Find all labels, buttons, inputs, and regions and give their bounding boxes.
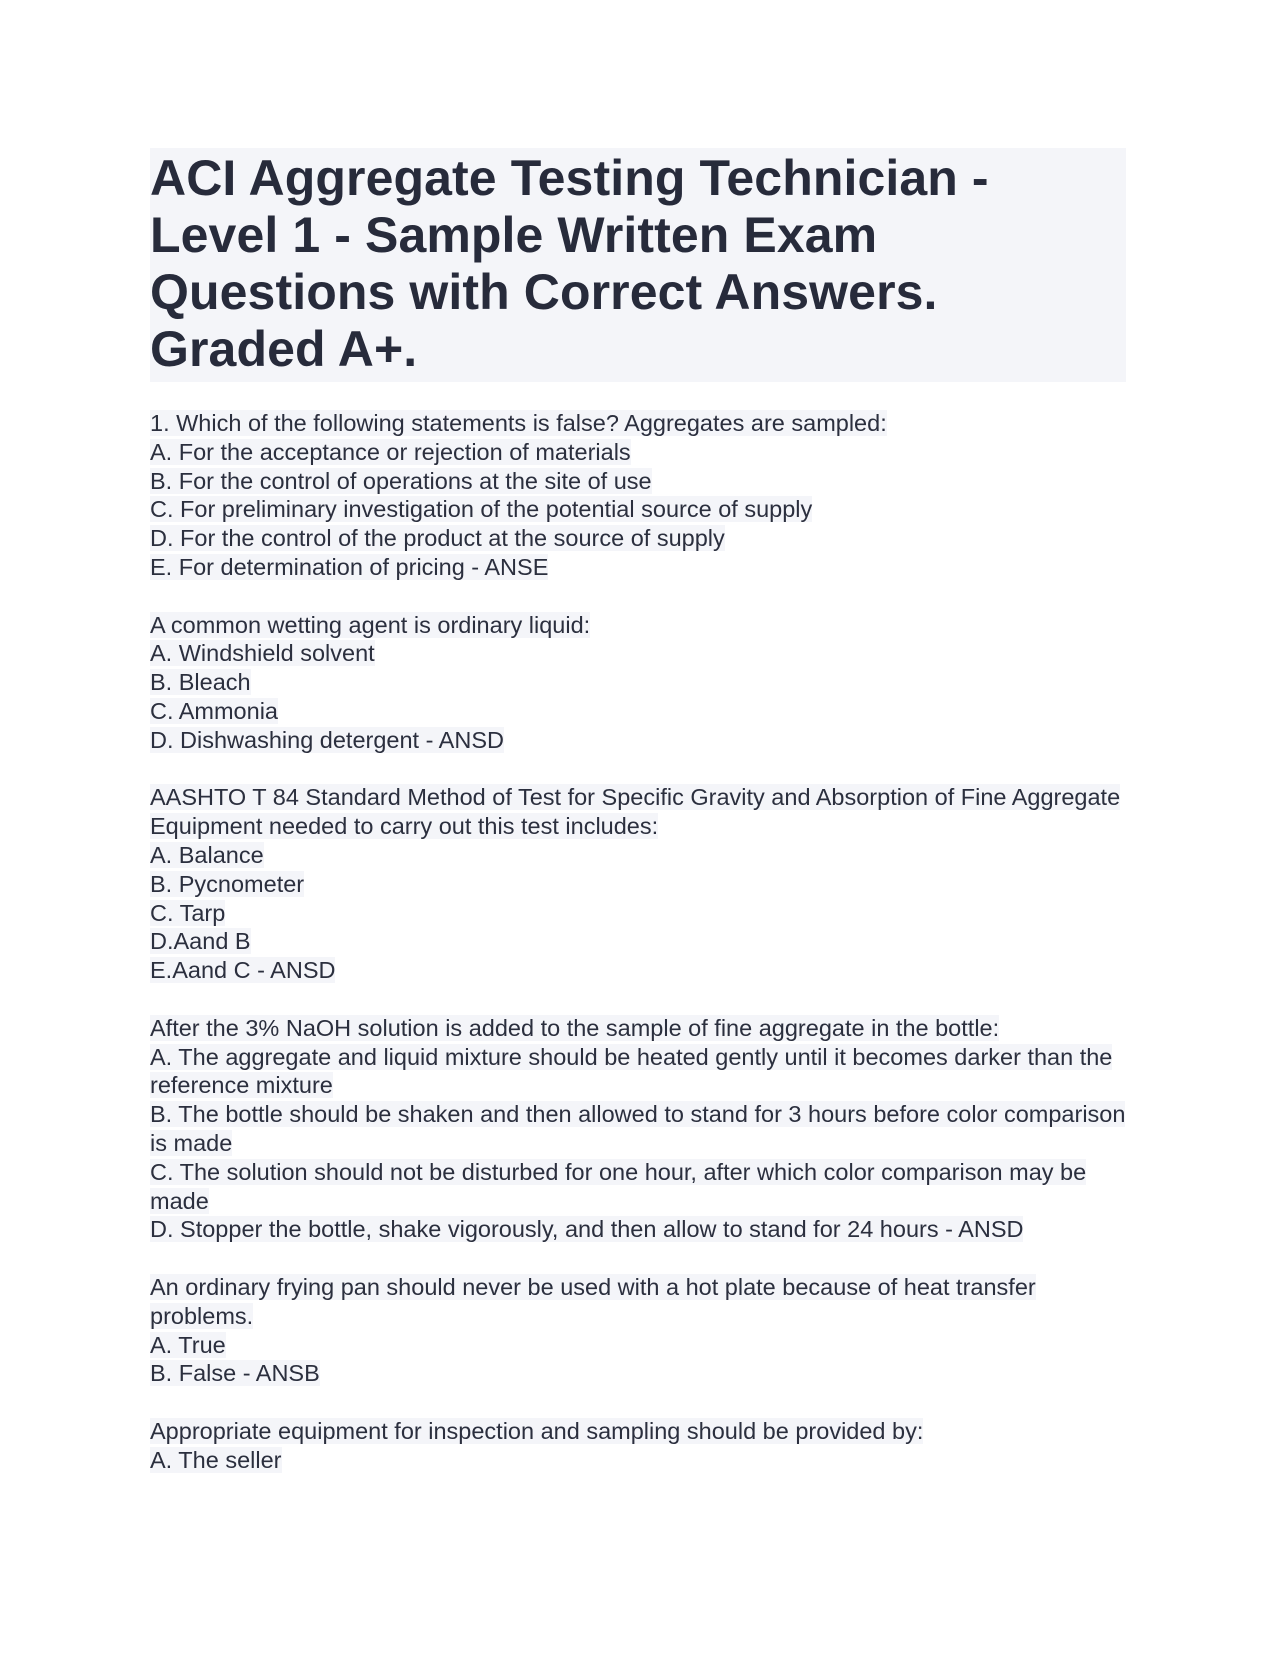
document-title: ACI Aggregate Testing Technician - Level 1 - Sample Written Exam Questions with Correct Answers. Graded A+.	[150, 150, 989, 377]
answer-option: A. The aggregate and liquid mixture should be heated gently until it becomes darker than the reference mixture	[150, 1043, 1113, 1099]
answer-option: D. For the control of the product at the source of supply	[150, 525, 725, 552]
question-4	[150, 1014, 1126, 1244]
question-1	[150, 409, 1126, 582]
answer-option: B. Pycnometer	[150, 870, 305, 897]
question-prompt: AASHTO T 84 Standard Method of Test for Specific Gravity and Absorption of Fine Aggregate Equipment needed to carry out this test includes:	[150, 784, 1121, 840]
question-prompt: Appropriate equipment for inspection and sampling should be provided by:	[150, 1417, 924, 1444]
question-6	[150, 1417, 1126, 1475]
answer-option: A. For the acceptance or rejection of materials	[150, 438, 631, 465]
questions-list	[150, 409, 1126, 1503]
answer-option: B. For the control of operations at the site of use	[150, 467, 652, 494]
question-5	[150, 1273, 1126, 1388]
answer-option: D.Aand B	[150, 928, 251, 955]
answer-option: B. The bottle should be shaken and then allowed to stand for 3 hours before color comparison is made	[150, 1101, 1126, 1156]
answer-option: A. True	[150, 1331, 226, 1358]
answer-option: A. Balance	[150, 841, 264, 868]
question-2	[150, 611, 1126, 755]
answer-option: E.Aand C - ANSD	[150, 957, 336, 984]
answer-option: C. Ammonia	[150, 697, 278, 724]
answer-option: C. The solution should not be disturbed for one hour, after which color comparison may be made	[150, 1158, 1087, 1214]
question-prompt: 1. Which of the following statements is false? Aggregates are sampled:	[150, 410, 887, 436]
answer-option: B. False - ANSB	[150, 1360, 320, 1387]
question-prompt: An ordinary frying pan should never be used with a hot plate because of heat transfer problems.	[150, 1273, 1036, 1329]
question-prompt: After the 3% NaOH solution is added to the sample of fine aggregate in the bottle:	[150, 1014, 1000, 1041]
question-3	[150, 783, 1126, 985]
answer-option: A. Windshield solvent	[150, 640, 375, 667]
answer-option: D. Dishwashing detergent - ANSD	[150, 726, 504, 753]
answer-option: E. For determination of pricing - ANSE	[150, 553, 549, 580]
title-block	[150, 148, 1126, 382]
question-prompt: A common wetting agent is ordinary liquid:	[150, 611, 591, 638]
answer-option: C. Tarp	[150, 899, 226, 926]
answer-option: A. The seller	[150, 1446, 282, 1473]
answer-option: C. For preliminary investigation of the potential source of supply	[150, 496, 813, 523]
answer-option: D. Stopper the bottle, shake vigorously, and then allow to stand for 24 hours - ANSD	[150, 1216, 1024, 1243]
answer-option: B. Bleach	[150, 669, 251, 696]
